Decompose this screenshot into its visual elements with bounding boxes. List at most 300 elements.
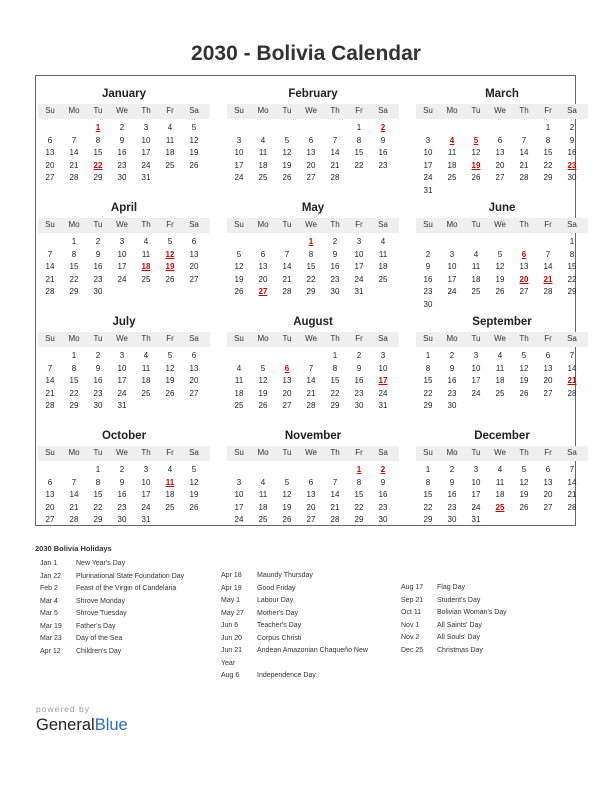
weekday-label: Sa [189,448,199,457]
day-cell: 12 [189,135,199,145]
day-cell: 25 [447,173,457,183]
holiday-date: Oct 11 [401,609,422,616]
day-cell: 18 [165,148,175,158]
weekday-label: Sa [189,220,199,229]
day-cell: 13 [45,490,55,500]
month-name: February [288,88,338,100]
month-may [227,194,399,307]
day-cell: 23 [117,502,127,512]
day-cell: 5 [167,237,173,246]
day-cell: 28 [306,401,316,411]
day-cell: 24 [117,274,127,284]
month-june [416,194,588,307]
day-cell: 29 [543,173,553,183]
day-cell: 6 [545,351,551,360]
day-cell: 14 [330,148,340,158]
holiday-day-cell: 12 [165,249,175,259]
holiday-name: Teacher's Day [257,622,302,629]
day-cell: 20 [45,502,55,512]
day-cell: 30 [117,515,127,525]
holiday-day-cell: 1 [356,465,362,474]
weekday-label: Mo [446,334,458,343]
day-cell: 22 [69,388,79,398]
day-cell: 21 [45,274,55,284]
day-cell: 7 [569,465,575,474]
holiday-name: Good Friday [257,584,296,592]
day-cell: 14 [69,490,79,500]
day-cell: 30 [330,287,340,297]
weekday-header-row [227,104,399,119]
day-cell: 5 [236,249,242,259]
day-cell: 22 [354,160,364,170]
day-cell: 1 [356,123,362,132]
day-cell: 18 [258,160,268,170]
day-cell: 2 [449,465,455,474]
holiday-name: Plurinational State Foundation Day [76,572,185,580]
day-cell: 4 [167,465,173,474]
weekday-label: Mo [446,106,458,115]
day-cell: 11 [495,477,505,487]
weekday-label: Sa [378,334,388,343]
day-cell: 6 [260,249,266,259]
day-cell: 14 [567,477,577,487]
weekday-label: Th [330,448,340,457]
day-cell: 1 [95,465,101,474]
weekday-label: We [116,220,128,229]
day-cell: 12 [471,148,481,158]
day-cell: 31 [423,186,433,195]
day-cell: 26 [519,502,529,512]
day-cell: 9 [119,477,125,487]
powered-by-text: powered by [36,704,90,714]
day-cell: 27 [495,173,505,183]
day-cell: 18 [165,490,175,500]
day-cell: 8 [95,135,101,145]
holiday-date: Mar 19 [40,622,62,630]
day-cell: 12 [234,262,244,272]
holiday-name: Day of the Sea [76,635,123,642]
day-cell: 8 [308,249,314,259]
holiday-day-cell: 18 [141,262,151,272]
weekday-label: Mo [257,220,269,229]
day-cell: 9 [380,477,386,487]
page-title: 2030 - Bolivia Calendar [191,42,421,65]
day-cell: 17 [234,502,244,512]
day-cell: 6 [308,135,314,145]
day-cell: 20 [543,376,553,386]
holiday-name: Corpus Christi [257,634,302,642]
holiday-day-cell: 1 [308,237,314,246]
day-cell: 4 [260,135,266,145]
day-cell: 24 [141,502,151,512]
day-cell: 13 [306,148,316,158]
day-cell: 7 [71,135,77,145]
weekday-label: Fr [166,106,174,115]
day-cell: 5 [167,351,173,360]
weekday-label: We [494,106,506,115]
day-cell: 1 [425,465,431,474]
day-cell: 19 [282,502,292,512]
weekday-label: Sa [378,448,388,457]
day-cell: 23 [447,502,457,512]
weekday-label: We [494,334,506,343]
weekday-label: Sa [567,220,577,229]
day-cell: 10 [447,262,457,272]
day-cell: 28 [69,515,79,525]
day-cell: 11 [471,262,481,272]
day-cell: 17 [471,490,481,500]
day-cell: 2 [449,351,455,360]
day-cell: 22 [93,502,103,512]
day-cell: 8 [545,135,551,145]
day-cell: 12 [519,477,529,487]
day-cell: 30 [447,515,457,525]
day-cell: 13 [189,249,199,259]
day-cell: 1 [569,237,575,246]
day-cell: 13 [258,262,268,272]
day-cell: 27 [45,515,55,525]
day-cell: 20 [258,274,268,284]
day-cell: 1 [71,351,77,360]
weekday-label: Su [45,448,55,457]
day-cell: 27 [306,173,316,183]
day-cell: 14 [69,148,79,158]
day-cell: 7 [308,363,314,373]
holiday-day-cell: 6 [284,363,290,373]
day-cell: 10 [117,249,127,259]
day-cell: 30 [447,401,457,411]
day-cell: 17 [354,262,364,272]
day-cell: 29 [306,287,316,297]
day-cell: 23 [330,274,340,284]
day-cell: 22 [423,502,433,512]
month-march [416,80,588,193]
day-cell: 30 [423,300,433,309]
weekday-label: Su [423,448,433,457]
weekday-label: Su [423,334,433,343]
day-cell: 20 [306,502,316,512]
month-september [416,308,588,421]
weekday-header-row [38,218,210,233]
weekday-label: Tu [93,106,103,115]
holiday-name: Labour Day [257,597,294,604]
month-august [227,308,399,421]
day-cell: 12 [165,363,175,373]
day-cell: 22 [69,274,79,284]
holiday-day-cell: 17 [378,376,388,386]
weekday-label: Sa [567,448,577,457]
day-cell: 25 [165,160,175,170]
day-cell: 27 [543,502,553,512]
day-cell: 16 [423,274,433,284]
day-cell: 23 [447,388,457,398]
day-cell: 28 [543,287,553,297]
day-cell: 24 [423,173,433,183]
day-cell: 28 [330,515,340,525]
day-cell: 25 [471,287,481,297]
calendar-grid [35,75,576,526]
weekday-label: Mo [257,106,269,115]
day-cell: 16 [117,148,127,158]
day-cell: 4 [497,351,503,360]
day-cell: 15 [354,490,364,500]
day-cell: 14 [330,490,340,500]
day-cell: 17 [141,148,151,158]
day-cell: 9 [119,135,125,145]
weekday-label: Su [234,448,244,457]
weekday-label: Th [141,334,151,343]
day-cell: 18 [234,388,244,398]
weekday-label: Tu [282,334,292,343]
month-november [227,422,399,535]
day-cell: 4 [497,465,503,474]
day-cell: 23 [378,160,388,170]
month-name: January [101,88,147,100]
day-cell: 14 [567,363,577,373]
day-cell: 4 [260,477,266,487]
day-cell: 15 [354,148,364,158]
day-cell: 29 [354,515,364,525]
holiday-name: Father's Day [76,622,116,630]
holiday-name-continued: Year [221,659,236,667]
day-cell: 17 [423,160,433,170]
weekday-label: We [116,448,128,457]
day-cell: 27 [189,274,199,284]
day-cell: 13 [519,262,529,272]
day-cell: 15 [306,262,316,272]
day-cell: 20 [306,160,316,170]
day-cell: 25 [165,502,175,512]
day-cell: 17 [447,274,457,284]
holiday-date: Apr 12 [40,647,61,655]
weekday-label: Mo [446,220,458,229]
day-cell: 10 [354,249,364,259]
day-cell: 3 [236,135,242,145]
month-name: December [474,430,530,442]
holiday-date: Aug 17 [401,584,424,591]
day-cell: 4 [167,123,173,132]
holiday-date: Nov 1 [401,621,420,629]
day-cell: 11 [165,135,175,145]
day-cell: 8 [425,477,431,487]
day-cell: 5 [497,249,503,259]
day-cell: 2 [332,237,338,246]
day-cell: 29 [69,287,79,297]
day-cell: 2 [119,465,125,474]
month-name: July [112,316,136,328]
holiday-name: Mother's Day [257,609,299,617]
day-cell: 24 [447,287,457,297]
day-cell: 30 [378,515,388,525]
day-cell: 24 [117,388,127,398]
day-cell: 19 [282,160,292,170]
holiday-day-cell: 2 [380,465,386,474]
weekday-header-row [38,446,210,461]
day-cell: 27 [45,173,55,183]
day-cell: 21 [69,160,79,170]
day-cell: 25 [495,388,505,398]
day-cell: 18 [471,274,481,284]
day-cell: 3 [119,351,125,360]
day-cell: 4 [236,363,242,373]
day-cell: 26 [189,160,199,170]
weekday-label: Sa [567,334,577,343]
day-cell: 11 [495,363,505,373]
weekday-label: Sa [378,106,388,115]
holidays-title: 2030 Bolivia Holidays [35,544,112,553]
weekday-label: Th [330,106,340,115]
day-cell: 3 [143,123,149,132]
day-cell: 24 [354,274,364,284]
day-cell: 21 [45,388,55,398]
day-cell: 14 [45,262,55,272]
day-cell: 27 [519,287,529,297]
day-cell: 23 [378,502,388,512]
holiday-day-cell: 1 [95,123,101,132]
holiday-date: Sep 21 [401,596,424,604]
day-cell: 12 [282,490,292,500]
weekday-label: Su [423,220,433,229]
weekday-header-row [227,332,399,347]
day-cell: 31 [378,401,388,411]
month-april [38,194,210,307]
day-cell: 14 [543,262,553,272]
holiday-date: Apr 18 [221,572,242,579]
day-cell: 15 [423,490,433,500]
day-cell: 18 [378,262,388,272]
day-cell: 10 [471,477,481,487]
weekday-label: Th [141,106,151,115]
day-cell: 24 [141,160,151,170]
day-cell: 26 [519,388,529,398]
holiday-name: Feast of the Virgin of Candelaria [76,585,177,592]
day-cell: 26 [471,173,481,183]
weekday-header-row [416,218,588,233]
day-cell: 28 [45,287,55,297]
weekday-label: Fr [355,448,363,457]
day-cell: 28 [282,287,292,297]
holiday-name: All Souls' Day [437,634,480,641]
day-cell: 28 [519,173,529,183]
day-cell: 14 [519,148,529,158]
month-july [38,308,210,421]
weekday-label: Th [519,220,529,229]
day-cell: 24 [471,502,481,512]
day-cell: 7 [545,249,551,259]
day-cell: 24 [471,388,481,398]
day-cell: 15 [69,376,79,386]
day-cell: 11 [447,148,457,158]
holiday-day-cell: 19 [165,262,175,272]
day-cell: 4 [380,237,386,246]
day-cell: 3 [425,135,431,145]
day-cell: 20 [189,262,199,272]
weekday-label: Fr [544,106,552,115]
weekday-label: We [116,334,128,343]
weekday-header-row [227,446,399,461]
weekday-label: Su [234,220,244,229]
weekday-label: Tu [93,220,103,229]
weekday-header-row [38,104,210,119]
day-cell: 29 [93,515,103,525]
day-cell: 15 [543,148,553,158]
weekday-label: Sa [567,106,577,115]
day-cell: 6 [47,477,53,487]
day-cell: 12 [258,376,268,386]
weekday-label: Th [519,448,529,457]
weekday-label: We [116,106,128,115]
day-cell: 21 [69,502,79,512]
day-cell: 29 [69,401,79,411]
day-cell: 27 [543,388,553,398]
day-cell: 7 [284,249,290,259]
day-cell: 7 [332,135,338,145]
day-cell: 19 [519,376,529,386]
weekday-label: Mo [446,448,458,457]
weekday-label: Fr [166,334,174,343]
day-cell: 9 [95,249,101,259]
day-cell: 3 [143,465,149,474]
day-cell: 30 [117,173,127,183]
day-cell: 5 [284,135,290,145]
weekday-label: Fr [166,448,174,457]
holiday-day-cell: 5 [473,135,479,145]
holiday-day-cell: 2 [380,123,386,132]
day-cell: 19 [258,388,268,398]
day-cell: 12 [282,148,292,158]
day-cell: 26 [282,173,292,183]
day-cell: 20 [189,376,199,386]
day-cell: 27 [189,388,199,398]
day-cell: 18 [495,376,505,386]
day-cell: 16 [567,148,577,158]
day-cell: 7 [332,477,338,487]
day-cell: 26 [165,274,175,284]
day-cell: 16 [93,376,103,386]
holiday-name: Children's Day [76,647,122,655]
day-cell: 27 [282,401,292,411]
day-cell: 26 [234,287,244,297]
day-cell: 16 [447,376,457,386]
weekday-header-row [416,332,588,347]
day-cell: 3 [119,237,125,246]
day-cell: 20 [495,160,505,170]
holiday-name: Shrove Monday [76,597,126,605]
day-cell: 2 [95,351,101,360]
day-cell: 17 [117,376,127,386]
weekday-label: Su [45,220,55,229]
day-cell: 18 [258,502,268,512]
day-cell: 20 [543,490,553,500]
day-cell: 8 [95,477,101,487]
holiday-date: Nov 2 [401,634,420,641]
day-cell: 22 [567,274,577,284]
month-name: October [101,430,147,442]
day-cell: 3 [473,351,479,360]
holiday-date: Mar 23 [40,635,62,642]
day-cell: 10 [141,135,151,145]
day-cell: 3 [473,465,479,474]
day-cell: 11 [378,249,388,259]
day-cell: 10 [234,490,244,500]
day-cell: 16 [378,490,388,500]
holiday-day-cell: 20 [519,274,529,284]
month-name: April [110,202,138,214]
day-cell: 13 [282,376,292,386]
holiday-date: Feb 2 [40,585,58,592]
day-cell: 2 [425,249,431,259]
day-cell: 19 [519,490,529,500]
